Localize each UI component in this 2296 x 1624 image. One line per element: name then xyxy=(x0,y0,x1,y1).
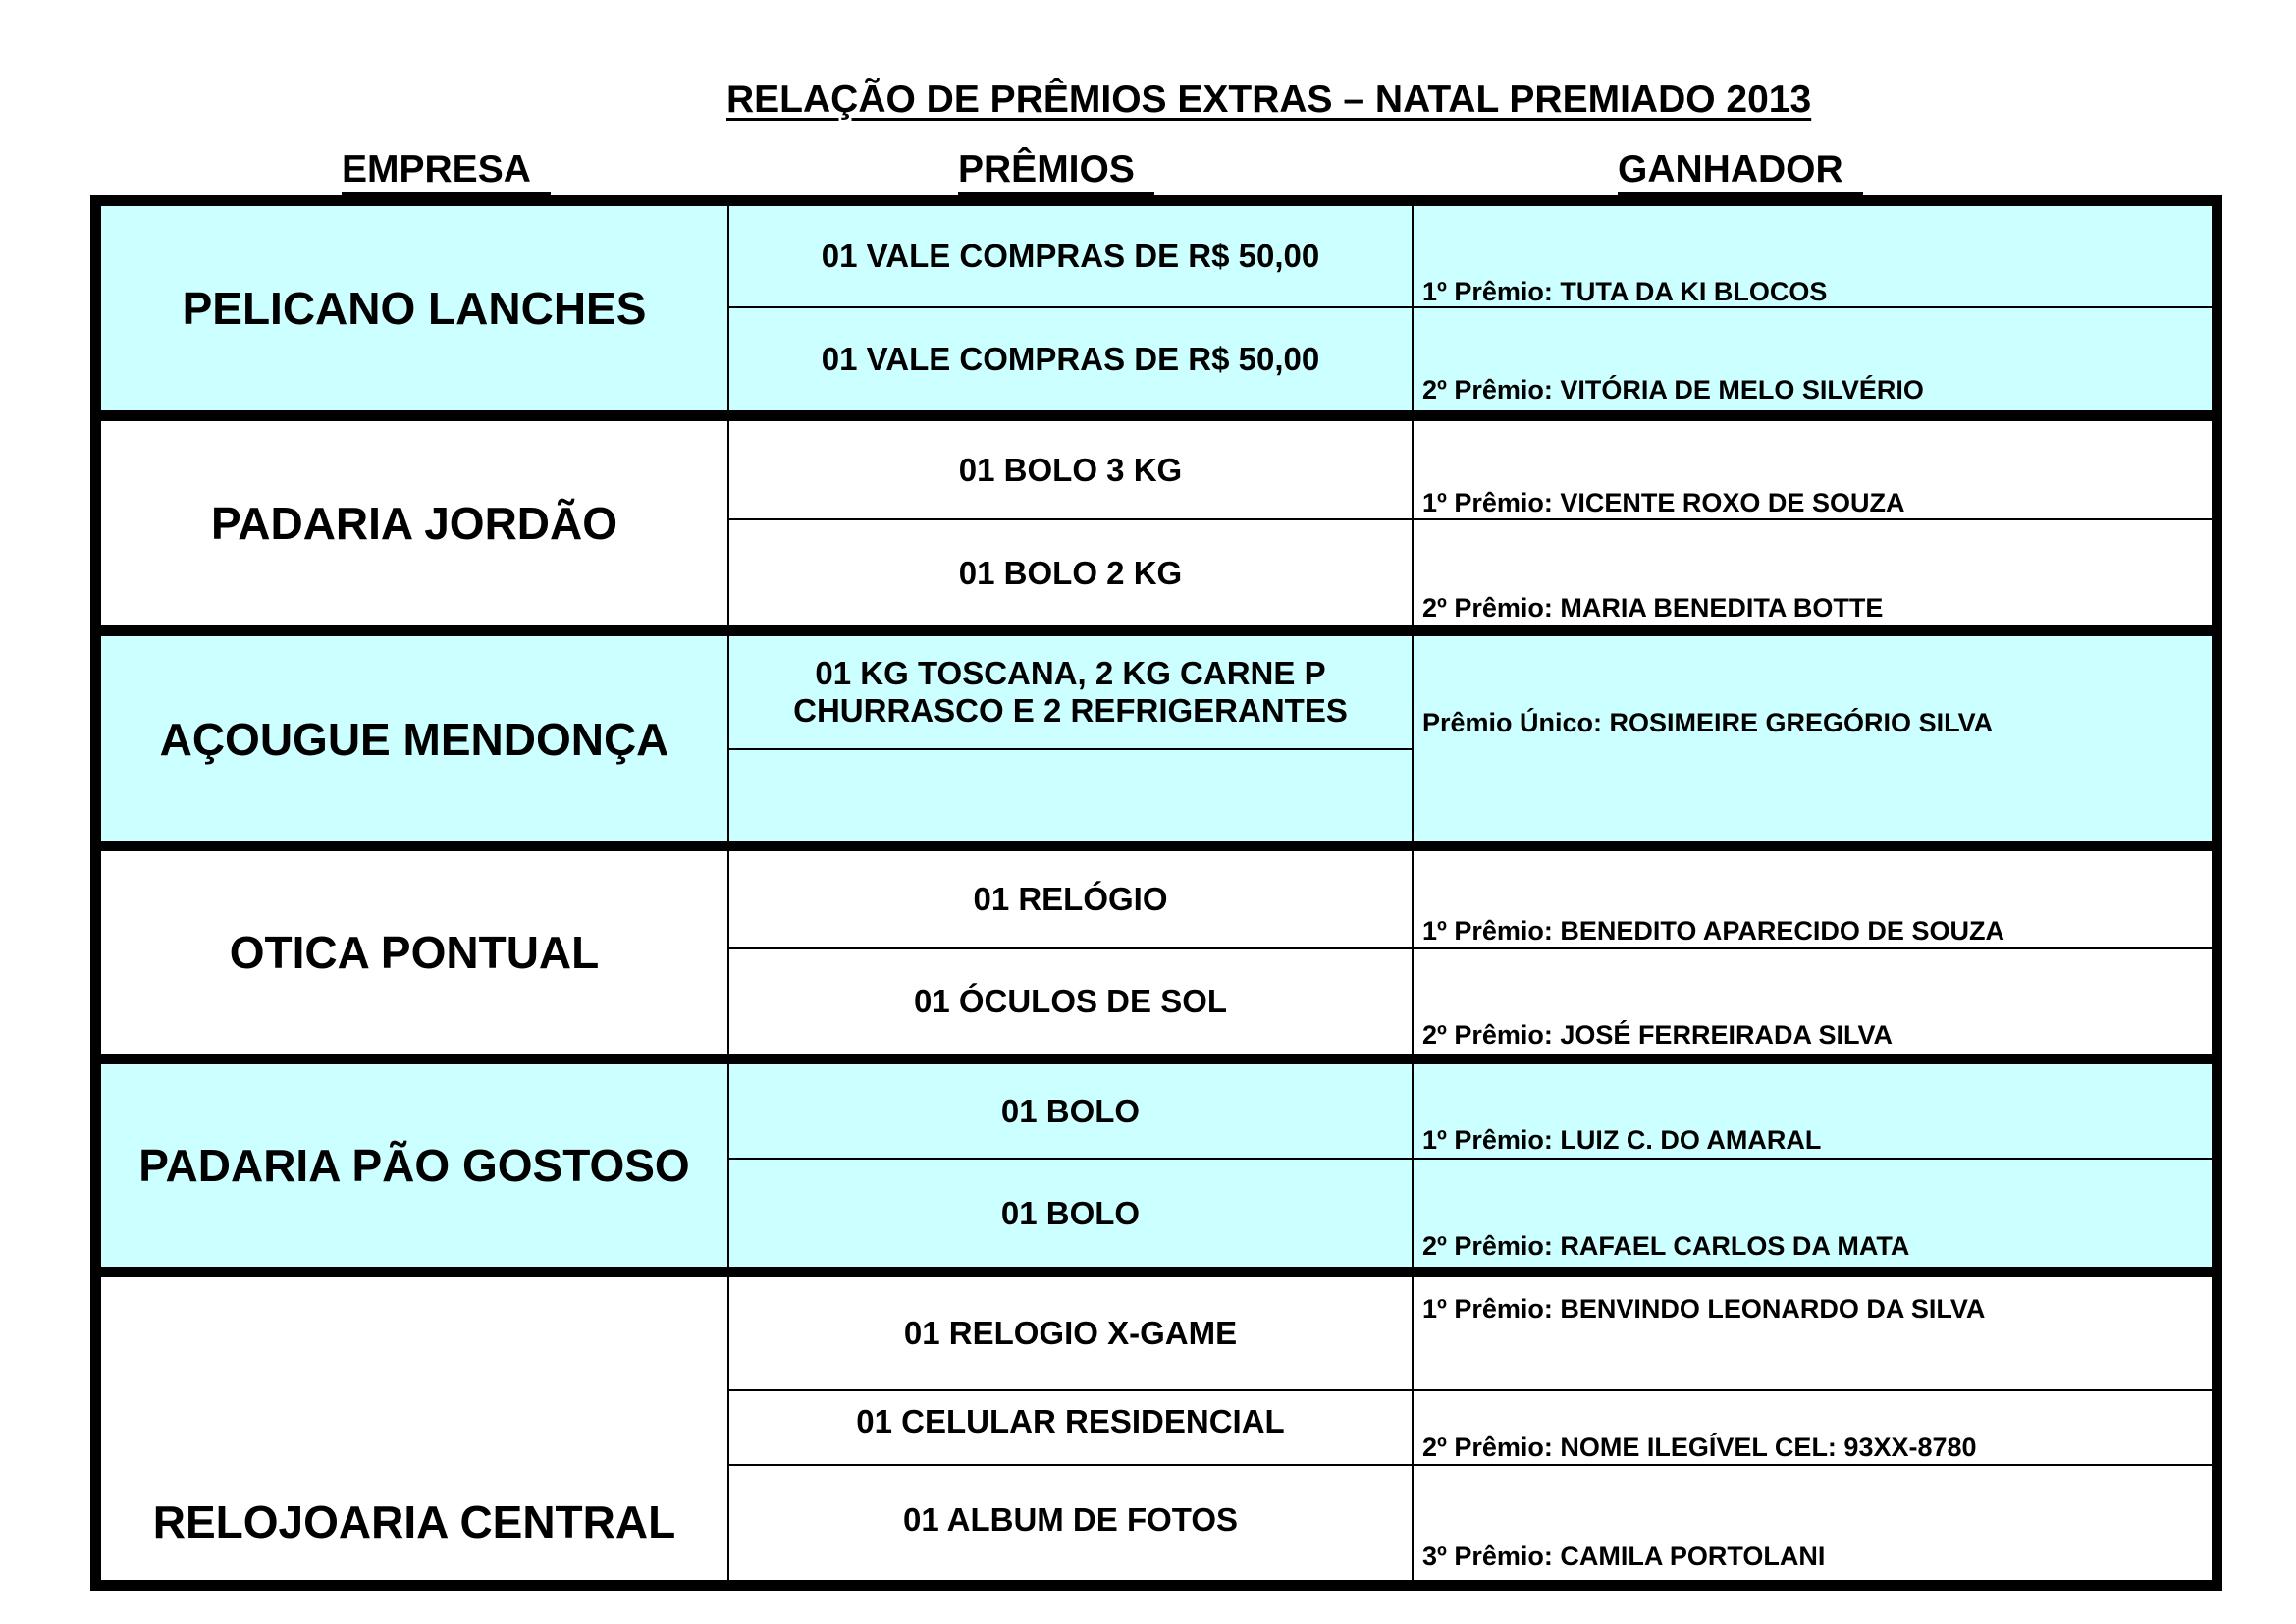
prize-group xyxy=(101,206,2212,410)
winner-text: 1º Prêmio: VICENTE ROXO DE SOUZA xyxy=(1422,488,1905,517)
winner-cell xyxy=(1412,1160,2212,1267)
winner-text: 1º Prêmio: BENEDITO APARECIDO DE SOUZA xyxy=(1422,916,2004,946)
winner-cell xyxy=(1412,949,2212,1054)
prize-group xyxy=(101,851,2212,1054)
prize-cell: 01 RELÓGIO xyxy=(729,851,1412,949)
winner-text: 2º Prêmio: RAFAEL CARLOS DA MATA xyxy=(1422,1231,1910,1261)
winner-cell xyxy=(1412,421,2212,520)
prize-text-line: 01 KG TOSCANA, 2 KG CARNE P xyxy=(815,655,1326,691)
prize-group xyxy=(101,1064,2212,1267)
winner-cell xyxy=(1412,851,2212,949)
winner-text: 2º Prêmio: NOME ILEGÍVEL CEL: 93XX-8780 xyxy=(1422,1433,1977,1462)
column-header-empresa: EMPRESA xyxy=(342,147,551,195)
company-name: AÇOUGUE MENDONÇA xyxy=(101,636,729,841)
prize-cell: 01 VALE COMPRAS DE R$ 50,00 xyxy=(821,341,1320,377)
winner-text: Prêmio Único: ROSIMEIRE GREGÓRIO SILVA xyxy=(1422,708,1994,737)
prize-table xyxy=(90,195,2222,1591)
prize-cell-empty xyxy=(729,750,1412,841)
prize-cell xyxy=(729,636,1412,750)
winner-cell xyxy=(1412,520,2212,625)
prize-group xyxy=(101,421,2212,625)
winner-text: 3º Prêmio: CAMILA PORTOLANI xyxy=(1422,1542,1826,1571)
page-title: RELAÇÃO DE PRÊMIOS EXTRAS – NATAL PREMIADO 2013 xyxy=(726,79,1812,121)
winner-cell xyxy=(1412,1277,2212,1391)
winner-text: 1º Prêmio: TUTA DA KI BLOCOS xyxy=(1422,277,1828,306)
prize-text-line: CHURRASCO E 2 REFRIGERANTES xyxy=(793,692,1348,729)
winner-text: 2º Prêmio: VITÓRIA DE MELO SILVÉRIO xyxy=(1422,375,1924,405)
winner-text: 1º Prêmio: BENVINDO LEONARDO DA SILVA xyxy=(1422,1294,1986,1324)
column-header-ganhador: GANHADOR xyxy=(1618,147,1863,195)
prize-cell: 01 BOLO xyxy=(729,1064,1412,1160)
company-name: PADARIA PÃO GOSTOSO xyxy=(101,1064,729,1267)
company-name: PADARIA JORDÃO xyxy=(101,421,729,625)
prize-cell: 01 ALBUM DE FOTOS xyxy=(902,1501,1239,1538)
company-name: OTICA PONTUAL xyxy=(101,851,729,1054)
prize-group xyxy=(101,636,2212,841)
prize-cell: 01 BOLO 2 KG xyxy=(958,554,1183,591)
prize-cell: 01 VALE COMPRAS DE R$ 50,00 xyxy=(729,206,1412,308)
prize-cell: 01 ÓCULOS DE SOL xyxy=(913,983,1228,1019)
winner-cell xyxy=(1412,636,2212,841)
company-name: RELOJOARIA CENTRAL xyxy=(101,1277,729,1580)
winner-cell xyxy=(1412,1064,2212,1160)
column-header-premios: PRÊMIOS xyxy=(958,147,1154,195)
company-name: PELICANO LANCHES xyxy=(101,206,729,410)
winner-cell xyxy=(1412,1391,2212,1466)
winner-text: 1º Prêmio: LUIZ C. DO AMARAL xyxy=(1422,1125,1822,1155)
winner-text: 2º Prêmio: JOSÉ FERREIRADA SILVA xyxy=(1422,1020,1893,1050)
winner-cell xyxy=(1412,1466,2212,1580)
prize-cell: 01 RELOGIO X-GAME xyxy=(729,1277,1412,1391)
winner-text: 2º Prêmio: MARIA BENEDITA BOTTE xyxy=(1422,593,1884,623)
winner-cell xyxy=(1412,206,2212,308)
prize-cell: 01 CELULAR RESIDENCIAL xyxy=(729,1391,1412,1466)
prize-group xyxy=(101,1277,2212,1580)
winner-cell xyxy=(1412,308,2212,410)
prize-cell: 01 BOLO 3 KG xyxy=(729,421,1412,520)
prize-cell: 01 BOLO xyxy=(1000,1194,1141,1231)
